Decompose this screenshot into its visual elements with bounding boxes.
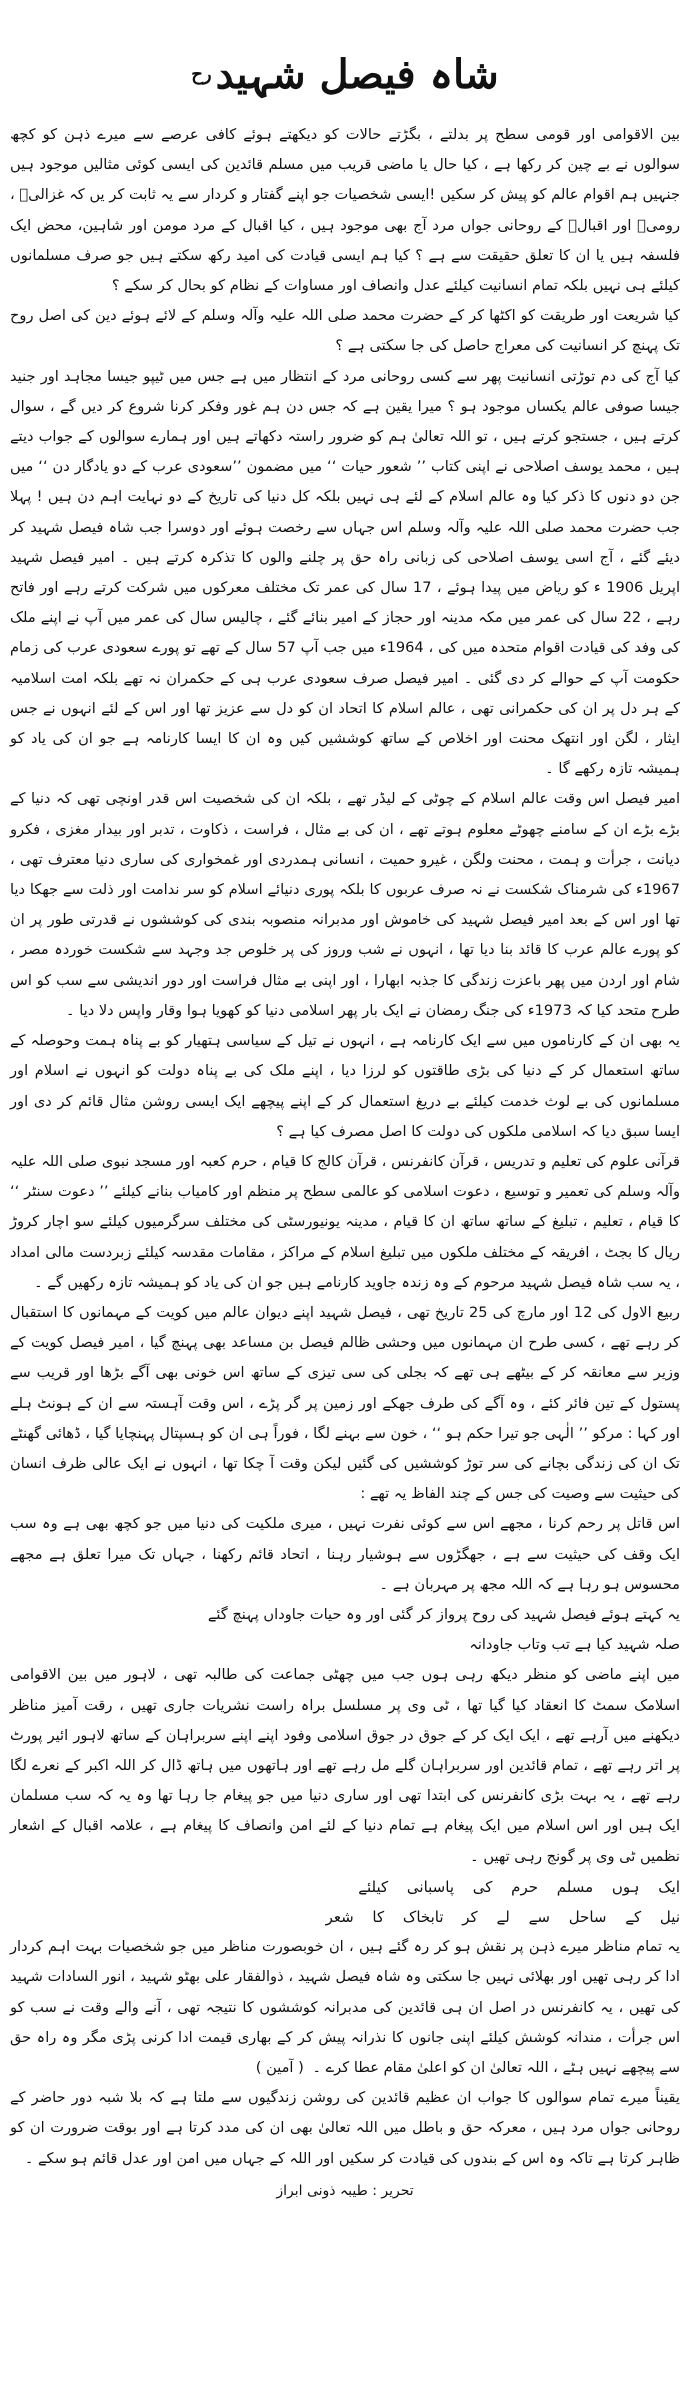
paragraph-2: کیا شریعت اور طریقت کو اکٹھا کر کے حضرت محمد صلی اللہ علیہ وآلہ وسلم کے لائے ہوئے دین کی اصل روح تک پہنچ کر انسانیت کی معراج حاصل کی جا سکتی ہے ؟ xyxy=(10,307,680,355)
paragraph-1: بین الاقوامی اور قومی سطح پر بدلتے ، بگڑتے حالات کو دیکھتے ہوئے کافی عرصے سے میرے ذہن کو کچھ سوالوں نے بے چین کر رکھا ہے ، کیا حال یا ماضی قریب میں مسلم قائدین کی ایسی کوئی مثالیں موجود ہیں جنہیں ہم اقوام عالم کو پیش کر سکیں !ایسی شخصیات جو اپنے گفتار و کردار سے یہ ثابت کر یں کہ غزالیؒ ، رومیؒ اور اقبالؒ کے روحانی جواں مرد آج بھی موجود ہیں ، کیا اقبال کے مرد مومن اور شاہین، محض ایک فلسفہ ہیں یا ان کا تعلق حقیقت سے ہے ؟ کیا ہم ایسی قیادت کی امید رکھ سکتے ہیں جو صرف مسلمانوں کیلئے ہی نہیں بلکہ تمام انسانیت کیلئے عدل وانصاف اور مساوات کے نظام کو بحال کر سکے ؟ xyxy=(10,126,680,295)
closing-paragraph: یقیناً میرے تمام سوالوں کا جواب ان عظیم قائدین کی روشن زندگیوں سے ملتا ہے کہ بلا شبہ دور حاضر کے روحانی جواں مرد ہیں ، معرکہ حق و باطل میں اللہ تعالیٰ بھی ان کی مدد کرتا ہے اور بوقت ضرورت ان کو ظاہر کرتا ہے تاکہ وہ اس کے بندوں کی قیادت کر سکیں اور اللہ کے جہاں میں امن اور عدل قائم ہو سکے ۔ xyxy=(10,2089,680,2167)
title-honorific-mark: رح xyxy=(191,64,212,85)
paragraph-9: یہ کہتے ہوئے فیصل شہید کی روح پرواز کر گئی اور وہ حیات جاوداں پہنچ گئے xyxy=(207,1605,680,1623)
article-title-block xyxy=(10,30,680,120)
paragraph-8-will: اس قاتل پر رحم کرنا ، مجھے اس سے کوئی نفرت نہیں ، میری ملکیت کی دنیا میں جو کچھ بھی ہے وہ سب ایک وقف کی حیثیت سے ہے ، جھگڑوں سے ہوشیار رہنا ، اتحاد قائم رکھنا ، جہاں تک میرا تعلق ہے مجھے محسوس ہو رہا ہے کہ اللہ مجھ پر مہربان ہے ۔ xyxy=(10,1515,680,1593)
poem-couplet xyxy=(10,1872,680,1932)
author-signature: تحریر : طیبہ ذونی ابراز xyxy=(276,2182,414,2199)
article-title: شاہ فیصل شہید xyxy=(215,51,499,98)
article-body xyxy=(10,120,680,2174)
paragraph-6: قرآنی علوم کی تعلیم و تدریس ، قرآن کانفرنس ، قرآن کالج کا قیام ، حرم کعبہ اور مسجد نبوی صلی اللہ علیہ وآلہ وسلم کی تعمیر و توسیع ، دعوت اسلامی کو عالمی سطح پر منظم اور کامیاب بنانے کیلئے ’’ دعوت سنٹر ‘‘ کا قیام ، تعلیم ، تبلیغ کے ساتھ ساتھ ان کا قیام ، مدینہ یونیورسٹی کی مختلف سرگرمیوں کیلئے سو اچار کروڑ ریال کا بجٹ ، افریقہ کے مختلف ملکوں میں تبلیغ اسلام کے مراکز ، مقامات مقدسہ کیلئے زبردست مالی امداد ، یہ سب شاہ فیصل شہید مرحوم کے وہ زندہ جاوید کارنامے ہیں جو ان کی یاد کو ہمیشہ تازہ رکھیں گے ۔ xyxy=(10,1152,680,1291)
paragraph-10: میں اپنے ماضی کو منظر دیکھ رہی ہوں جب میں چھٹی جماعت کی طالبہ تھی ، لاہور میں بین الاقوامی اسلامک سمٹ کا انعقاد کیا گیا تھا ، ٹی وی پر مسلسل براہ راست نشریات جاری تھیں ، رقت آمیز مناظر دیکھنے میں آرہے تھے ، ایک ایک کر کے جوق در جوق اسلامی وفود اپنے اپنے سربراہان کے ساتھ لاہور ائیر پورٹ پر اتر رہے تھے ، تمام قائدین اور سربراہان گلے مل رہے تھے اور ہاتھوں میں ہاتھ ڈال کر اللہ اکبر کے نعرے لگا رہے تھے ، یہ بہت بڑی کانفرنس کی ابتدا تھی اور ساری دنیا میں جو پیغام جا رہا تھا وہ یہ کہ سب مسلمان ایک ہیں اور اس اسلام میں ایک پیغام ہے تمام دنیا کے لئے امن وانصاف کا پیغام ہے ، علامہ اقبال کے اشعار نظمیں ٹی وی پر گونج رہی تھیں ۔ xyxy=(10,1666,680,1865)
paragraph-11 xyxy=(10,1932,680,2083)
paragraph-5: یہ بھی ان کے کارناموں میں سے ایک کارنامہ ہے ، انہوں نے تیل کے سیاسی ہتھیار کو بے پناہ ہمت وحوصلہ کے ساتھ استعمال کر کے دنیا کی بڑی طاقتوں کو لرزا دیا ، اپنے ملک کی بے پناہ دولت کو انہوں نے اسلام اور مسلمانوں کی بے لوث خدمت کیلئے بے دریغ استعمال کر کے اپنے پیچھے ایک ایسی روشن مثال قائم کر دی اور ایسا سبق دیا کہ اسلامی ملکوں کی دولت کا اصل مصرف کیا ہے ؟ xyxy=(10,1032,680,1140)
paragraph-11-text: یہ تمام مناظر میرے ذہن پر نقش ہو کر رہ گئے ہیں ، ان خوبصورت مناظر میں جو شخصیات بہت اہم کردار ادا کر رہی تھیں اور بھلائی نہیں جا سکتی وہ شاہ فیصل شہید ، ذوالفقار علی بھٹو شہید ، انور السادات شہید کی تھیں ، یہ کانفرنس در اصل ان ہی قائدین کی مدبرانہ کوششوں کا نتیجہ تھی ، آنے والے وقت نے سب کو اس جرأت ، مندانہ کوشش کیلئے اپنی جانوں کا نذرانہ پیش کر کے بھاری قیمت ادا کرنی پڑی مگر وہ راہ حق سے پیچھے نہیں ہٹے ، اللہ تعالیٰ ان کو اعلیٰ مقام عطا کرے ۔ xyxy=(10,1938,680,2076)
paragraph-7: ربیع الاول کی 12 اور مارچ کی 25 تاریخ تھی ، فیصل شہید اپنے دیوان عالم میں کویت کے مہمانوں کا استقبال کر رہے تھے ، کسی طرح ان مہمانوں میں وحشی ظالم فیصل بن مساعد بھی پہنچ گیا ، امیر فیصل کویت کے وزیر سے معانقہ کر کے بیٹھے ہی تھے کہ بجلی کی سی تیزی کے ساتھ اس خونی بھی آگے بڑھا اور قریب سے پستول کے تین فائر کئے ، وہ آگے کی طرف جھکے اور زمین پر گر پڑے ، اس وقت آہستہ سے ان کے ہونٹ ہلے اور کہا : مرکو ’’ الٰہی جو تیرا حکم ہو ‘‘ ، خون سے بہنے لگا ، فوراً ہی ان کو ہسپتال پہنچایا گیا ، ڈھائی گھنٹے تک ان کی زندگی بچانے کی سر توڑ کوششیں کی گئیں لیکن وقت آ چکا تھا ، انہوں نے ایک عالی ظرف انسان کی حیثیت سے وصیت کی جس کے چند الفاظ یہ تھے : xyxy=(10,1303,680,1503)
paragraph-3: کیا آج کی دم توڑتی انسانیت پھر سے کسی روحانی مرد کے انتظار میں ہے جس میں ٹیپو جیسا مجاہد اور جنید جیسا صوفی عالم یکساں موجود ہو ؟ میرا یقین ہے کہ جس دن ہم غور وفکر کرنا شروع کر دیں گے ، سوال کرتے ہیں ، جستجو کرتے ہیں ، تو اللہ تعالیٰ ہم کو ضرور راستہ دکھاتے ہیں اور ہمارے سوالوں کے جواب دیتے ہیں ، محمد یوسف اصلاحی نے اپنی کتاب ’’ شعور حیات ‘‘ میں مضمون ’’سعودی عرب کے دو یادگار دن ‘‘ میں جن دو دنوں کا ذکر کیا وہ عالم اسلام کے لئے ہی نہیں بلکہ کل دنیا کی تاریخ کے دو نہایت اہم دن ہیں ! پہلا جب حضرت محمد صلی اللہ علیہ وآلہ وسلم اس جہاں سے رخصت ہوئے اور دوسرا جب شاہ فیصل شہید کر دیئے گئے ، آج اسی یوسف اصلاحی کی زبانی راہ حق پر چلنے والوں کا تذکرہ کرتے ہیں ۔ امیر فیصل شہید اپریل 1906 ء کو ریاض میں پیدا ہوئے ، 17 سال کی عمر تک مختلف معرکوں میں شرکت کرتے رہے اور فاتح رہے ، 22 سال کی عمر میں مکہ مدینہ اور حجاز کے امیر بنائے گئے ، چالیس سال کی عمر میں آپ نے اپنے ملک کی وفد کی قیادت اقوام متحدہ میں کی ، 1964ء میں جب آپ 57 سال کے تھے تو پورے سعودی عرب کی زمام حکومت آپ کے حوالے کر دی گئی ۔ امیر فیصل صرف سعودی عرب ہی کے حکمران نہ تھے بلکہ امت اسلامیہ کے ہر دل پر ان کی حکمرانی تھی ، عالم اسلام کا اتحاد ان کو دل سے عزیز تھا اور اس کے لئے انہوں نے جس ایثار ، لگن اور انتھک محنت اور اخلاص کے ساتھ کوششیں کیں وہ ان کا ایسا کارنامہ ہے جو ان کی یاد کو ہمیشہ تازہ رکھے گا ۔ xyxy=(10,367,681,778)
poem-line-2: نیل کے ساحل سے لے کر تابخاک کا شعر xyxy=(325,1907,680,1926)
paragraph-4: امیر فیصل اس وقت عالم اسلام کے چوٹی کے لیڈر تھے ، بلکہ ان کی شخصیت اس قدر اونچی تھی کہ دنیا کے بڑے بڑے ان کے سامنے چھوٹے معلوم ہوتے تھے ، ان کی بے مثال ، فراست ، ذکاوت ، تدبر اور بیدار مغزی ، فکرو دیانت ، جرأت و ہمت ، محنت ولگن ، غیرو حمیت ، انسانی ہمدردی اور غمخواری کی ساری دنیا معترف تھی ، 1967ء کی شرمناک شکست نے نہ صرف عربوں کا بلکہ پوری دنیائے اسلام کو سر ندامت اور ذلت سے جھکا دیا تھا اور اس کے بعد امیر فیصل شہید کی خاموش اور مدبرانہ منصوبہ بندی کی کوششوں نے قدرتی طور پر ان کو پورے عالم عرب کا قائد بنا دیا تھا ، انہوں نے شب وروز کی پر خلوص جد وجہد سے شکست خوردہ مصر ، شام اور اردن میں پھر باعزت زندگی کا جذبہ ابھارا ، اور اپنی بے مثال فراست اور دور اندیشی سے سب کو اس طرح متحد کیا کہ 1973ء کی جنگ رمضان نے ایک بار پھر اسلامی دنیا کو کھویا ہوا وقار واپس دلا دیا ۔ xyxy=(10,790,680,1019)
poem-line-1: ایک ہوں مسلم حرم کی پاسبانی کیلئے xyxy=(358,1877,680,1896)
amen-text: ( آمین ) xyxy=(255,2059,304,2076)
verse-line: صلہ شہید کیا ہے تب وتاب جاودانہ xyxy=(469,1636,680,1654)
